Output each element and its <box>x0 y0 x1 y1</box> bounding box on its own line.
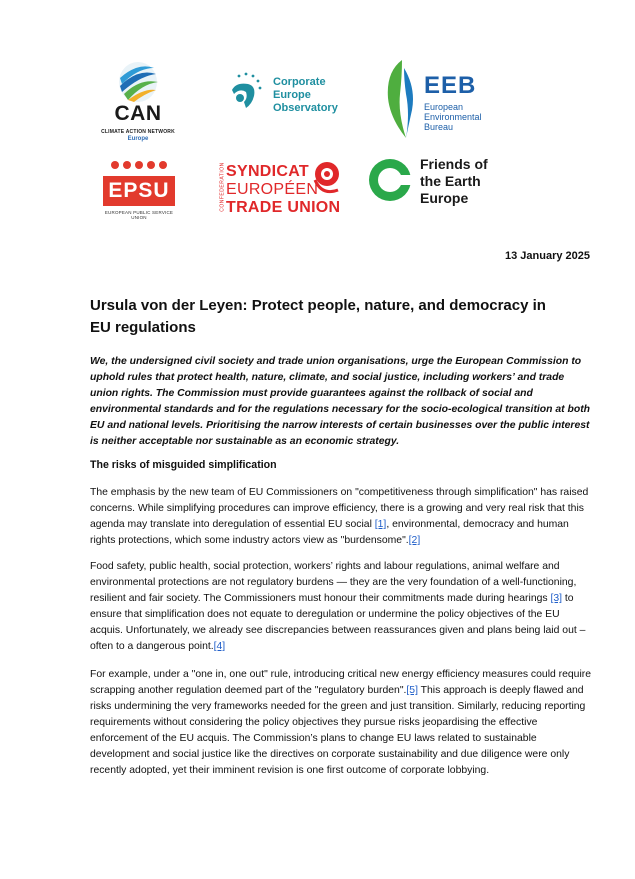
etuc-swirl-icon <box>312 160 342 200</box>
footnote-link-2[interactable]: [2] <box>408 535 421 546</box>
foe-line-3: Europe <box>420 190 469 206</box>
eeb-logo <box>380 58 510 143</box>
ceo-logo <box>226 68 366 118</box>
foe-logo-text <box>420 156 488 207</box>
epsu-figures-icon <box>103 160 175 174</box>
foe-ring-icon <box>366 155 416 205</box>
eeb-logo-name: EEB <box>424 72 477 99</box>
etuc-logo <box>212 160 342 222</box>
epsu-logo <box>103 160 175 220</box>
intro-paragraph: We, the undersigned civil society and trade union organisations, urge the European Commission to uphold rules that protect health, nature, climate, and social justice, including workers’ and trade union rights. The Commission must provide guarantees against the rollback of social and environmental standards and for the regulations necessary for the socio-ecological transition at both EU and national levels. Prioritising the narrow interests of certain businesses over the public interest is neither acceptable nor sustainable as an economic strategy. <box>90 356 591 447</box>
foe-line-1: Friends of <box>420 156 488 172</box>
epsu-logo-subtitle: EUROPEAN PUBLIC SERVICE UNION <box>104 210 174 220</box>
etuc-side-text: CONFEDERATION <box>219 162 226 212</box>
paragraph-text: Food safety, public health, social protection, workers’ rights and labour regulations, animal welfare and environmental protections are not regulatory burdens — they are the very foundation of a well-functioning, resilient and fair society. The Commissioners must honour their commitments made during hearings <box>90 561 577 604</box>
paragraph-text: The emphasis by the new team of EU Commissioners on "competitiveness through simplification" has raised concerns. While simplifying procedures can improve efficiency, there is a growing and very real risk that this agenda may translate into deregulation of essential EU social <box>90 487 589 530</box>
etuc-line-2: EUROPÉEN <box>226 181 319 198</box>
footnote-link-5[interactable]: [5] <box>406 685 418 696</box>
eeb-line-2: Environmental <box>424 112 482 122</box>
footnote-link-4[interactable]: [4] <box>213 641 226 652</box>
section-heading: The risks of misguided simplification <box>90 459 277 471</box>
can-logo-region: Europe <box>127 136 149 142</box>
foe-line-2: the Earth <box>420 173 481 189</box>
ceo-line-2: Europe <box>273 89 311 101</box>
etuc-line-1: SYNDICAT <box>226 163 309 180</box>
can-europe-logo <box>98 60 178 150</box>
paragraph-1 <box>90 485 595 549</box>
paragraph-text: to ensure that simplification does not equate to deregulation or undermine the policy objectives of the EU acquis. Unfortunately, we already see discrepancies between reassurances given and plans being laid out – often to a dangerous point. <box>90 593 586 652</box>
paragraph-text: , environmental, democracy and human rights protections, which some industry actors view as "burdensome". <box>90 519 569 546</box>
paragraph-text: For example, under a "one in, one out" rule, introducing critical new energy efficiency measures could require scrapping another regulation deemed part of the "regulatory burden". <box>90 669 592 696</box>
letter-date: 13 January 2025 <box>504 250 590 262</box>
ceo-line-1: Corporate <box>273 76 326 88</box>
ceo-stars-icon <box>226 68 270 118</box>
ceo-logo-text <box>273 76 338 115</box>
foe-europe-logo <box>366 155 516 215</box>
paragraph-2 <box>90 559 595 655</box>
ceo-line-3: Observatory <box>273 102 338 114</box>
epsu-logo-name: EPSU <box>103 176 175 206</box>
eeb-line-1: European <box>424 102 464 112</box>
can-logo-subtitle: CLIMATE ACTION NETWORK <box>101 129 175 135</box>
footnote-link-3[interactable]: [3] <box>550 593 563 604</box>
eeb-logo-subtitle <box>424 102 482 132</box>
paragraph-3 <box>90 667 595 779</box>
can-logo-name: CAN <box>114 102 162 125</box>
can-globe-icon <box>98 60 178 104</box>
paragraph-text: This approach is deeply flawed and risks undermining the very frameworks needed for the green and just transition. Similarly, reducing reporting requirements without considering the policy objectives they pursue risks jeopardising the effective enforcement of the EU acquis. The Commission’s plans to change EU laws related to sustainable development and social justice like the directives on corporate sustainability and due diligence were only recently adopted, yet their imminent revision is one first outcome of corporate lobbying. <box>90 685 586 776</box>
eeb-line-3: Bureau <box>424 122 454 132</box>
eeb-leaf-icon <box>380 58 420 143</box>
letter-title: Ursula von der Leyen: Protect people, nature, and democracy in EU regulations <box>90 297 546 336</box>
footnote-link-1[interactable]: [1] <box>374 519 387 530</box>
etuc-line-3: TRADE UNION <box>226 199 341 216</box>
